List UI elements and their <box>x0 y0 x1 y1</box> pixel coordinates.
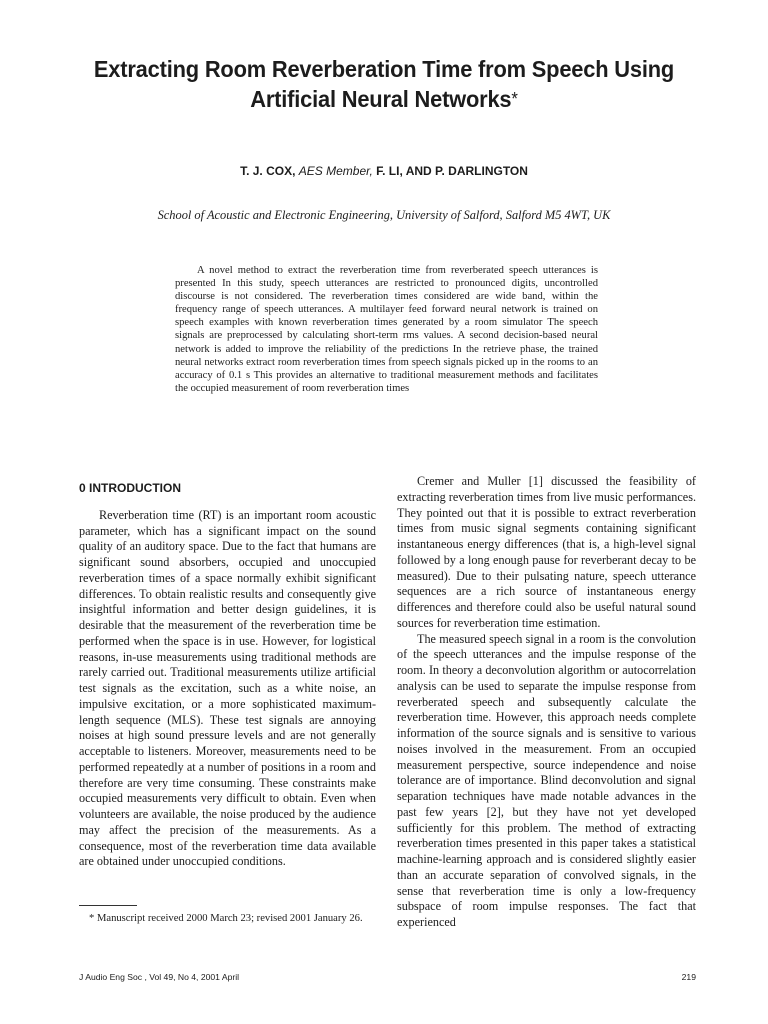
page-number: 219 <box>681 972 696 982</box>
footnote <box>79 912 376 925</box>
footnote-text: * Manuscript received 2000 March 23; revised 2001 January 26. <box>89 913 363 924</box>
title-footnote-mark: * <box>511 89 518 109</box>
left-column <box>79 474 376 870</box>
abstract-text: A novel method to extract the reverberation time from reverberated speech utterances is presented In this study, speech utterances are restricted to pronounced digits, uncontrolled discourse is not considered. The reverberation times considered are wide band, within the frequency range of speech utterances. A multilayer feed forward neural network is trained on speech examples with known reverberation times generated by a room simulator The speech signals are preprocessed by calculating short-term rms values. A second decision-based neural network is added to improve the reliability of the predictions In the retrieve phase, the trained neural networks extract room reverberation times from speech signals picked up in the rooms to an accuracy of 0.1 s This provides an alternative to traditional measurement methods and facilitates the occupied measurement of room reverberation times <box>175 265 598 394</box>
body-paragraph: Cremer and Muller [1] discussed the feasibility of extracting reverberation times from live music performances. They pointed out that it is possible to extract reverberation times from music signal segments containing significant instantaneous energy differences (that is, a high-level signal followed by a long enough pause for reverberant decay to be measured). Due to their pulsating nature, speech utterance sequences are a rich source of instantaneous energy differences and therefore could also be useful natural sound sources for reverberation time estimation. <box>397 474 696 630</box>
abstract <box>175 264 598 395</box>
paper-title: Extracting Room Reverberation Time from Speech Using Artificial Neural Networks* <box>93 56 675 112</box>
author-line <box>40 164 728 178</box>
right-column <box>397 474 696 931</box>
body-paragraph: Reverberation time (RT) is an important room acoustic parameter, which has a significant impact on the sound quality of an auditory space. Due to the fact that humans are significant sound absorbers, occupied and unoccupied reverberation times of a space normally exhibit significant differences. To obtain realistic results and consequently give insightful information and better design guidelines, it is desirable that the measurement of the reverberation time be performed when the space is in use. However, for logistical reasons, in-use measurements using traditional methods are rarely carried out. Traditional measurements utilize artificial test signals as the excitation, such as a white noise, an impulsive excitation, or a more sophisticated maximum-length sequence (MLS). These test signals are annoying noises at high sound pressure levels and are not generally acceptable to listeners. Moreover, measurements need to be performed repeatedly at a number of positions in a room and therefore are very time consuming. These constraints make occupied measurements very difficult to obtain. Even when volunteers are available, the noise produced by the audience may affect the precision of the measurements. As a consequence, most of the reverberation time data available are obtained under unoccupied conditions. <box>79 507 376 869</box>
affiliation: School of Acoustic and Electronic Engineering, University of Salford, Salford M5 4WT, UK <box>157 208 611 222</box>
footnote-divider <box>79 905 137 906</box>
author-rest: F. LI, AND P. DARLINGTON <box>376 164 528 178</box>
author-membership: AES Member, <box>298 164 373 178</box>
section-heading: 0 INTRODUCTION <box>79 481 181 495</box>
author-first: T. J. COX, <box>240 164 296 178</box>
body-paragraph: The measured speech signal in a room is the convolution of the speech utterances and the impulse response of the room. In theory a deconvolution algorithm or autocorrelation analysis can be used to separate the impulse response from reverberated speech and subsequently calculate the reverberation time. However, this approach needs complete information of the source signals and is sensitive to various noises involved in the measurement. From an occupied measurement perspective, source independence and noise tolerance are of importance. Blind deconvolution and signal separation techniques have made notable advances in the past few years [2], but they have not yet developed sufficiently for this problem. The method of extracting reverberation times presented in this paper takes a statistical machine-learning approach and is considered slightly easier than an accurate separation of convolved signals, in the sense that reverberation time is only a low-frequency subspace of room impulse responses. The fact that experienced <box>397 631 696 929</box>
running-footer: J Audio Eng Soc , Vol 49, No 4, 2001 April <box>79 972 240 982</box>
